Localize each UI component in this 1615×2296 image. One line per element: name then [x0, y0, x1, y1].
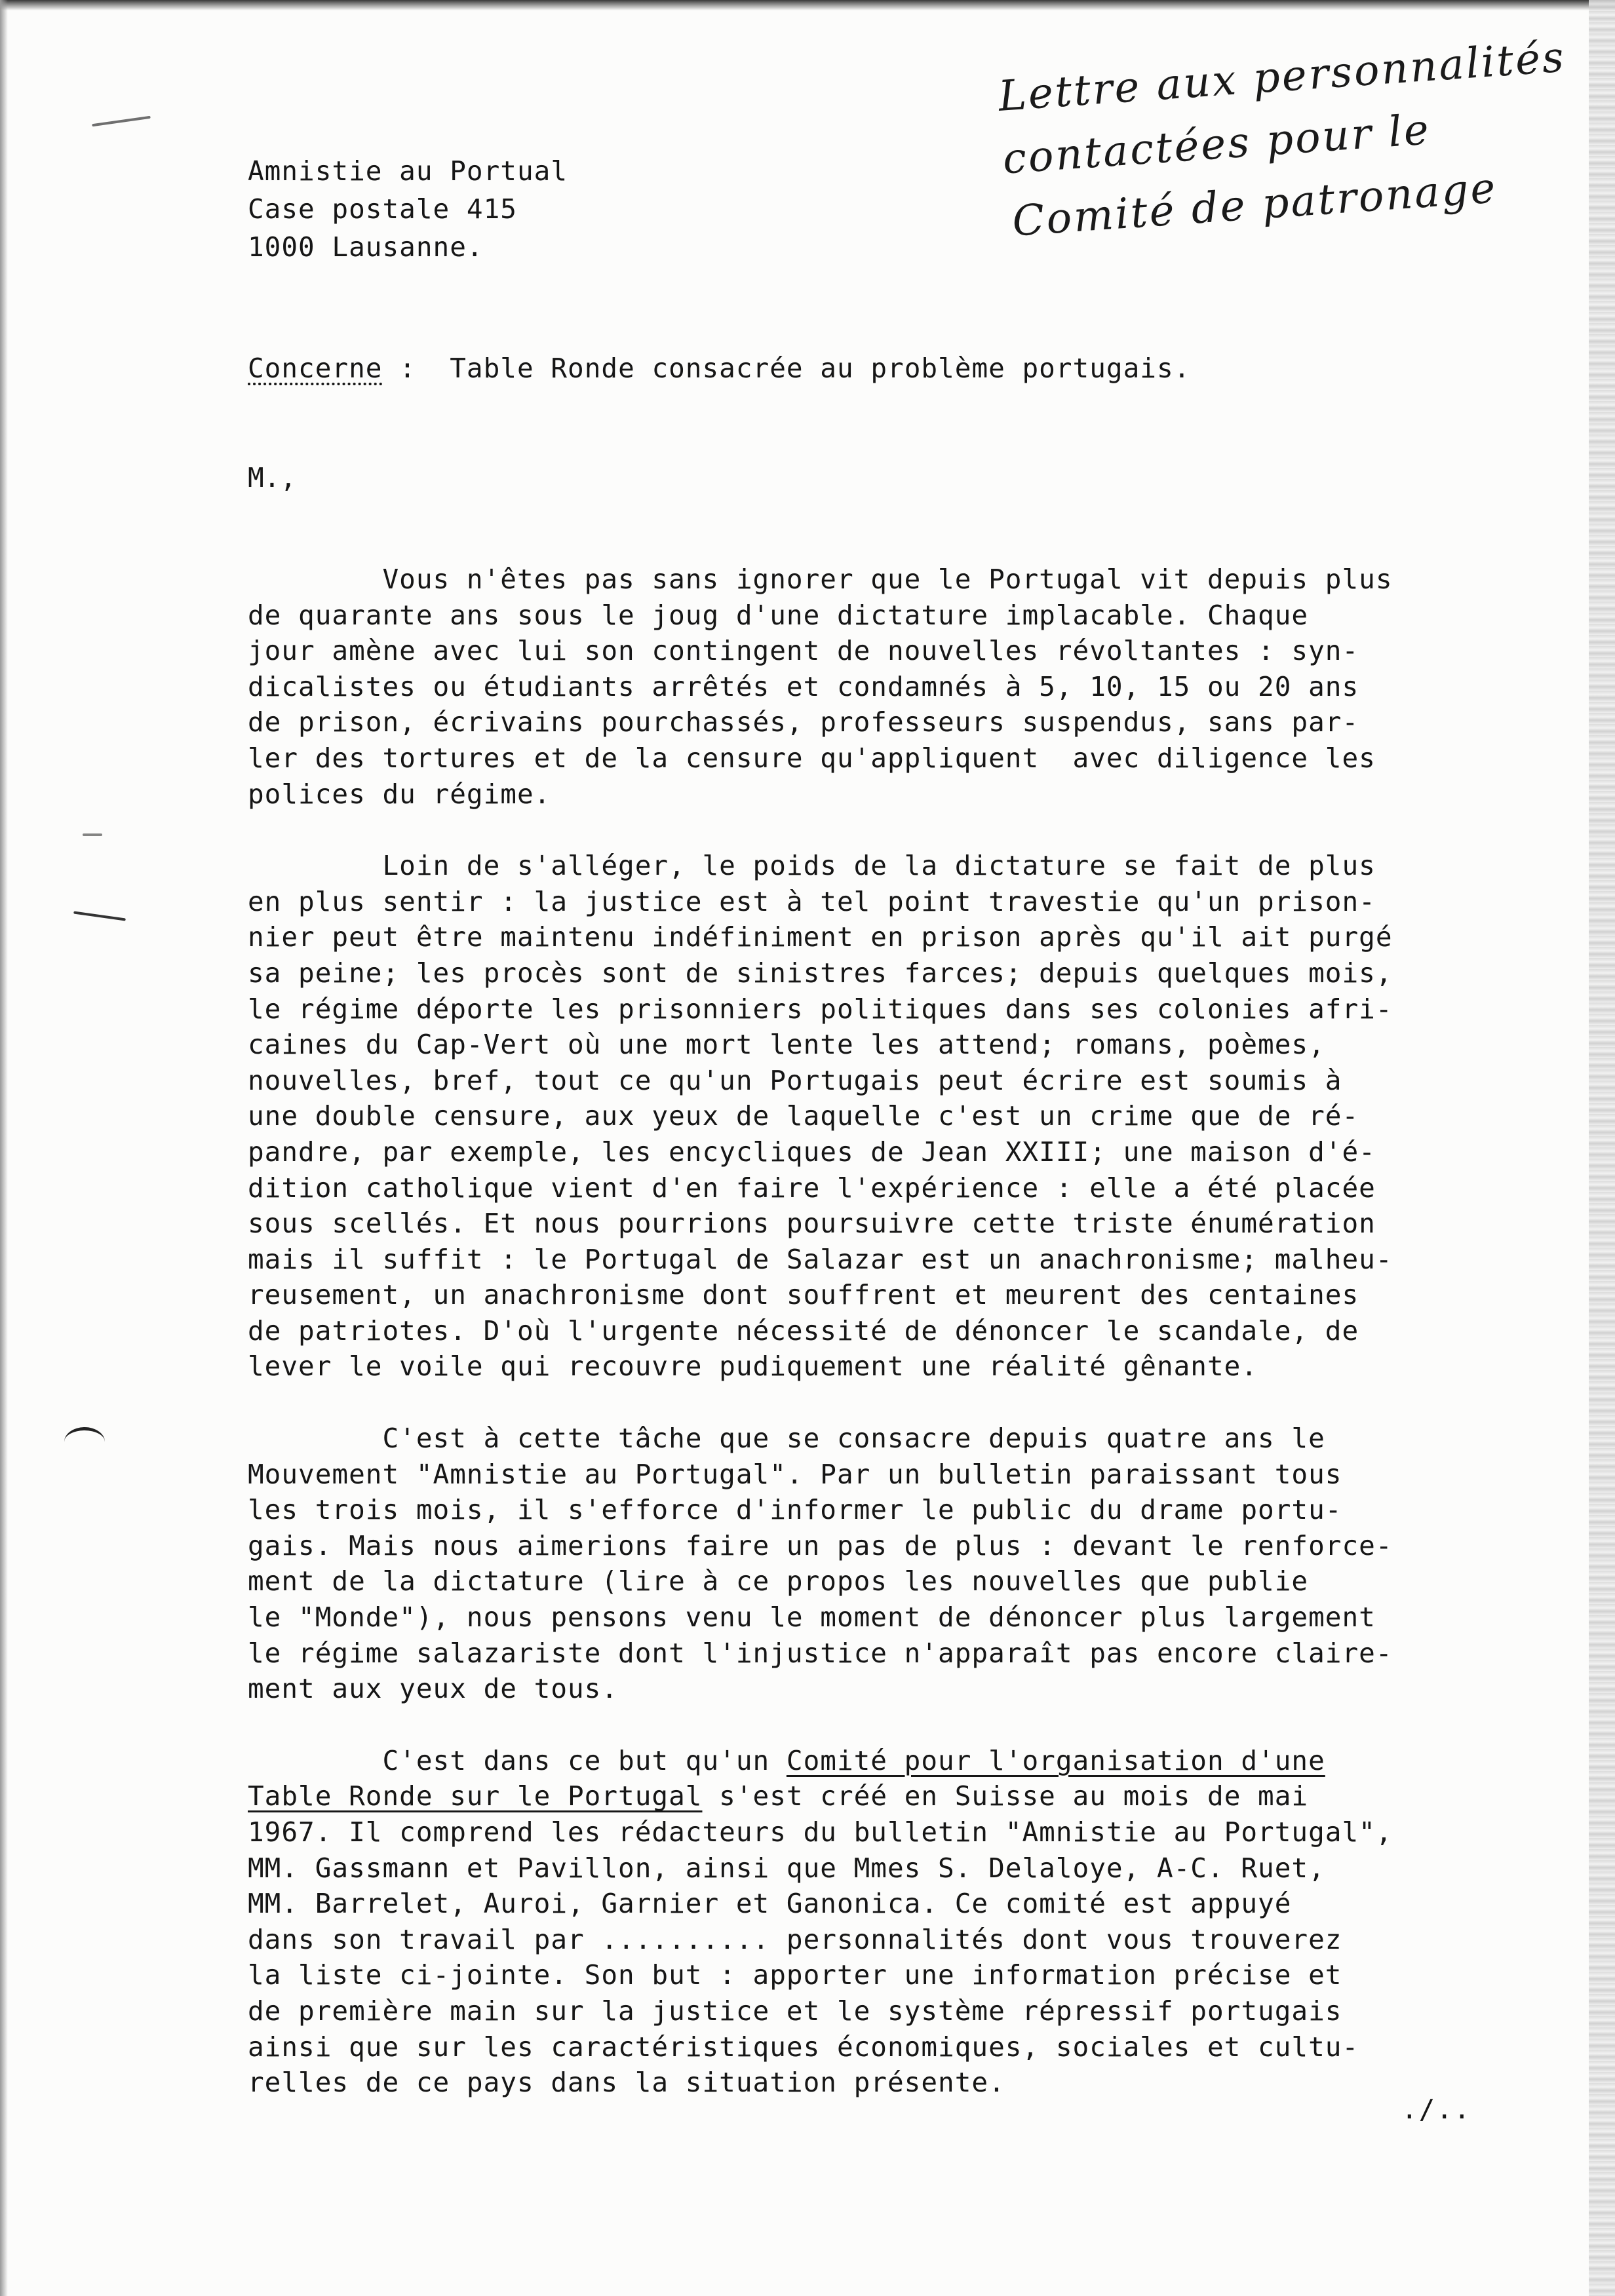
scan-mark	[83, 833, 102, 836]
text-line: de quarante ans sous le joug d'une dictature implacable. Chaque	[248, 599, 1309, 631]
text-line: ment aux yeux de tous.	[248, 1673, 619, 1705]
text-line: ainsi que sur les caractéristiques économiques, sociales et cultu-	[248, 2031, 1359, 2063]
sender-line-3: 1000 Lausanne.	[248, 231, 484, 263]
text-line: de prison, écrivains pourchassés, professeurs suspendus, sans par-	[248, 706, 1359, 738]
text-line: de première main sur la justice et le système répressif portugais	[248, 1995, 1342, 2027]
text-line: polices du régime.	[248, 778, 551, 810]
text-line: ment de la dictature (lire à ce propos les nouvelles que publie	[248, 1565, 1309, 1598]
annotation-line-2: contactées pour le	[1001, 105, 1433, 184]
text-line: reusement, un anachronisme dont souffrent et meurent des centaines	[248, 1279, 1359, 1311]
paragraph-2	[248, 848, 1572, 1385]
scan-right-edge	[1589, 0, 1615, 2296]
punch-hole-mark	[64, 1427, 105, 1457]
text-line: sa peine; les procès sont de sinistres farces; depuis quelques mois,	[248, 957, 1393, 989]
sender-line-1: Amnistie au Portual	[248, 155, 568, 187]
subject-separator: :	[382, 353, 450, 384]
text-line	[248, 1743, 1572, 1779]
handwritten-annotation	[996, 24, 1598, 254]
text-line: jour amène avec lui son contingent de nouvelles révoltantes : syn-	[248, 635, 1359, 667]
text-line: lever le voile qui recouvre pudiquement une réalité gênante.	[248, 1350, 1258, 1383]
scan-left-edge	[0, 0, 8, 2296]
text-line: mais il suffit : le Portugal de Salazar est un anachronisme; malheu-	[248, 1243, 1393, 1275]
subject-line	[248, 349, 1190, 387]
letter-body	[248, 562, 1572, 2137]
text-line: gais. Mais nous aimerions faire un pas de plus : devant le renforce-	[248, 1529, 1393, 1561]
text-line: dition catholique vient d'en faire l'expérience : elle a été placée	[248, 1172, 1376, 1204]
text-line: pandre, par exemple, les encycliques de Jean XXIII; une maison d'é-	[248, 1136, 1376, 1168]
text-line: 1967. Il comprend les rédacteurs du bulletin "Amnistie au Portugal",	[248, 1816, 1393, 1848]
subject-text: Table Ronde consacrée au problème portugais.	[450, 353, 1191, 384]
text-line: de patriotes. D'où l'urgente nécessité de dénoncer le scandale, de	[248, 1314, 1359, 1347]
scan-top-edge	[0, 0, 1615, 10]
sender-address	[248, 152, 568, 266]
text-line: le "Monde"), nous pensons venu le moment de dénoncer plus largement	[248, 1601, 1376, 1634]
text-line	[248, 1778, 1572, 1814]
paragraph-4	[248, 1743, 1572, 2101]
committee-name-part-2: Table Ronde sur le Portugal	[248, 1780, 703, 1812]
text-line: en plus sentir : la justice est à tel point travestie qu'un prison-	[248, 885, 1376, 917]
text-line: nier peut être maintenu indéfiniment en prison après qu'il ait purgé	[248, 921, 1393, 953]
text-line: MM. Barrelet, Auroi, Garnier et Ganonica. Ce comité est appuyé	[248, 1888, 1292, 1920]
text-segment: C'est dans ce but qu'un	[248, 1744, 787, 1776]
text-segment: s'est créé en Suisse au mois de mai	[702, 1780, 1309, 1812]
text-line: les trois mois, il s'efforce d'informer le public du drame portu-	[248, 1494, 1342, 1526]
text-line: Loin de s'alléger, le poids de la dictature se fait de plus	[248, 850, 1376, 882]
text-line: relles de ce pays dans la situation présente.	[248, 2067, 1005, 2099]
text-line: le régime salazariste dont l'injustice n'apparaît pas encore claire-	[248, 1637, 1393, 1669]
text-line: nouvelles, bref, tout ce qu'un Portugais peut écrire est soumis à	[248, 1064, 1342, 1096]
text-line: dans son travail par .......... personnalités dont vous trouverez	[248, 1923, 1342, 1955]
paragraph-1	[248, 562, 1572, 812]
annotation-line-3: Comité de patronage	[1011, 164, 1499, 246]
sender-line-2: Case postale 415	[248, 193, 517, 225]
text-line: la liste ci-jointe. Son but : apporter une information précise et	[248, 1959, 1342, 1991]
text-line: C'est à cette tâche que se consacre depuis quatre ans le	[248, 1423, 1325, 1455]
text-line: caines du Cap-Vert où une mort lente les attend; romans, poèmes,	[248, 1029, 1325, 1061]
text-line: le régime déporte les prisonniers politiques dans ses colonies afri-	[248, 993, 1393, 1025]
text-line: dicalistes ou étudiants arrêtés et condamnés à 5, 10, 15 ou 20 ans	[248, 670, 1359, 702]
text-line: MM. Gassmann et Pavillon, ainsi que Mmes S. Delaloye, A-C. Ruet,	[248, 1852, 1325, 1884]
text-line: une double censure, aux yeux de laquelle c'est un crime que de ré-	[248, 1100, 1359, 1132]
scan-mark	[92, 116, 151, 126]
text-line: sous scellés. Et nous pourrions poursuivre cette triste énumération	[248, 1208, 1376, 1240]
text-line: Vous n'êtes pas sans ignorer que le Portugal vit depuis plus	[248, 564, 1393, 595]
continuation-mark: ./..	[1401, 2094, 1471, 2125]
text-line: Mouvement "Amnistie au Portugal". Par un bulletin paraissant tous	[248, 1458, 1342, 1490]
salutation: M.,	[248, 462, 297, 493]
annotation-line-1: Lettre aux personnalités	[996, 33, 1568, 121]
scan-mark	[73, 911, 126, 921]
committee-name-part-1: Comité pour l'organisation d'une	[786, 1744, 1325, 1776]
subject-label: Concerne	[248, 353, 383, 384]
paragraph-3	[248, 1421, 1572, 1707]
text-line: ler des tortures et de la censure qu'appliquent avec diligence les	[248, 742, 1376, 774]
